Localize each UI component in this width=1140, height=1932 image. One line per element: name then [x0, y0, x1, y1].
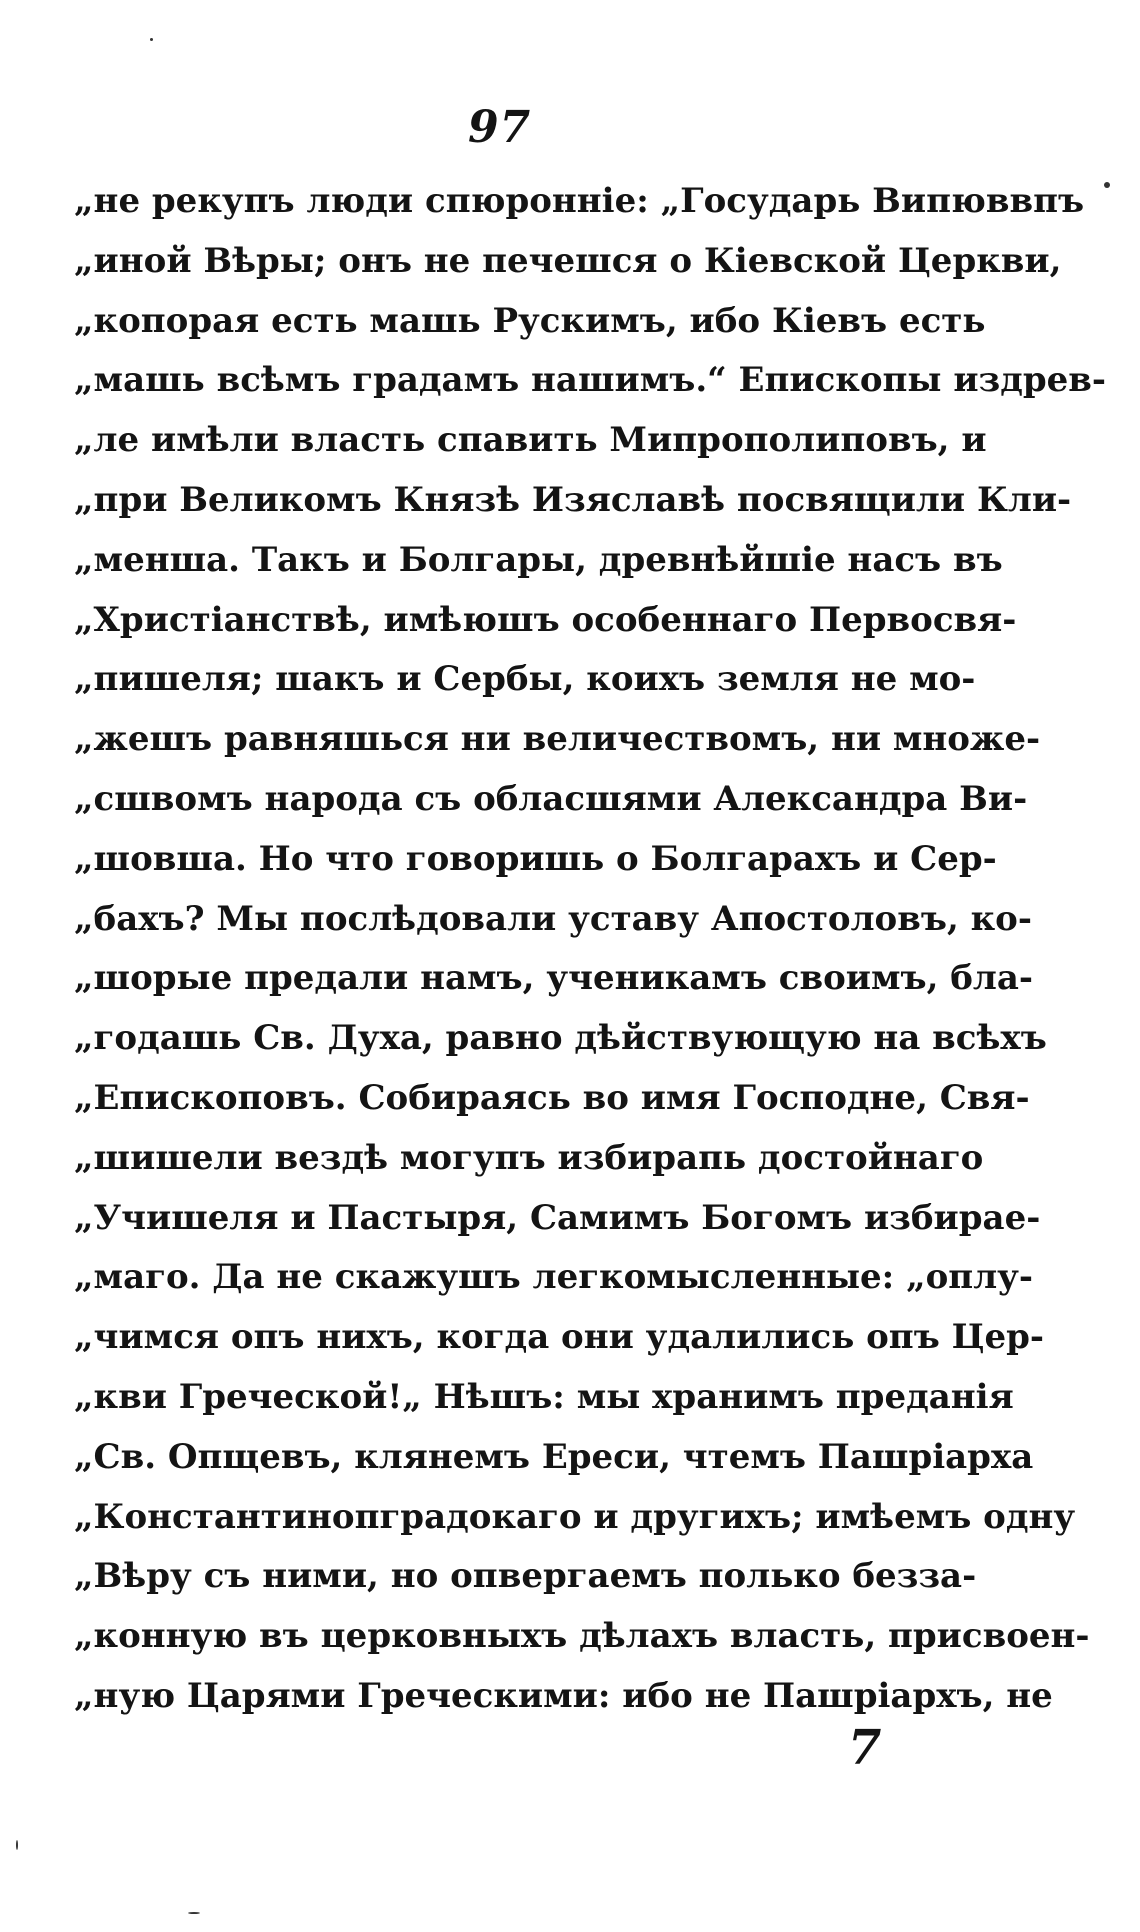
page-number: 97	[468, 102, 532, 153]
text-line: „менша. Такъ и Болгары, древнѣйшіе насъ въ	[74, 539, 1003, 580]
text-line: „иной Вѣры; онъ не печешся о Кіевской Церкви,	[74, 240, 1062, 281]
signature-mark: 7	[848, 1720, 882, 1776]
text-line: „копорая есть машь Рускимъ, ибо Кіевъ есть	[74, 300, 986, 341]
text-line: „шишели вездѣ могупъ избирапь достойнаго	[74, 1137, 984, 1178]
text-line: „Христіанствѣ, имѣюшъ особеннаго Первосвя-	[74, 599, 1017, 640]
text-line: „при Великомъ Князѣ Изяславѣ посвящили Кли-	[74, 479, 1072, 520]
text-line: „Епископовъ. Собираясь во имя Господне, Свя-	[74, 1077, 1030, 1118]
text-line: „бахъ? Мы послѣдовали уставу Апостоловъ, ко-	[74, 898, 1032, 939]
paper-speck	[1104, 182, 1110, 188]
text-line: „конную въ церковныхъ дѣлахъ власть, присвоен-	[74, 1616, 1090, 1657]
text-line: „Вѣру съ ними, но опвергаемъ полько безза-	[74, 1556, 977, 1597]
body-text	[74, 172, 1107, 1727]
text-line: „Св. Опщевъ, клянемъ Ереси, чтемъ Пашріарха	[74, 1436, 1034, 1477]
text-line: „Константинопградокаго и другихъ; имѣемъ одну	[74, 1496, 1076, 1537]
text-line: „ле имѣли власть спавить Мипрополиповъ, и	[74, 420, 987, 461]
text-line: „ную Царями Греческими: ибо не Пашріархъ, не	[74, 1675, 1053, 1716]
text-line: „маго. Да не скажушъ легкомысленные: „оплу-	[74, 1257, 1034, 1298]
text-line: „жешъ равняшься ни величествомъ, ни множе-	[74, 719, 1041, 760]
text-line: „годашь Св. Духа, равно дѣйствующую на всѣхъ	[74, 1018, 1047, 1059]
text-line: „чимся опъ нихъ, когда они удалились опъ Цер-	[74, 1317, 1044, 1358]
text-line: „не рекупъ люди спюронніе: „Государь Випюввпъ	[74, 181, 1085, 221]
text-line: „сшвомъ народа съ обласшями Александра Ви-	[74, 778, 1028, 819]
paper-speck	[188, 1912, 200, 1914]
text-line: „пишеля; шакъ и Сербы, коихъ земля не мо-	[74, 659, 976, 700]
text-line: „машь всѣмъ градамъ нашимъ.“ Епископы издрев-	[74, 360, 1107, 401]
paper-speck	[150, 38, 153, 41]
paper-speck	[16, 1840, 18, 1850]
text-line: „кви Греческой!„ Нѣшъ: мы хранимъ преданія	[74, 1376, 1014, 1417]
text-line: „шовша. Но что говоришь о Болгарахъ и Сер-	[74, 838, 997, 879]
text-line: „Учишеля и Пастыря, Самимъ Богомъ избирае-	[74, 1197, 1041, 1238]
text-line: „шорые предали намъ, ученикамъ своимъ, бла-	[74, 958, 1034, 999]
